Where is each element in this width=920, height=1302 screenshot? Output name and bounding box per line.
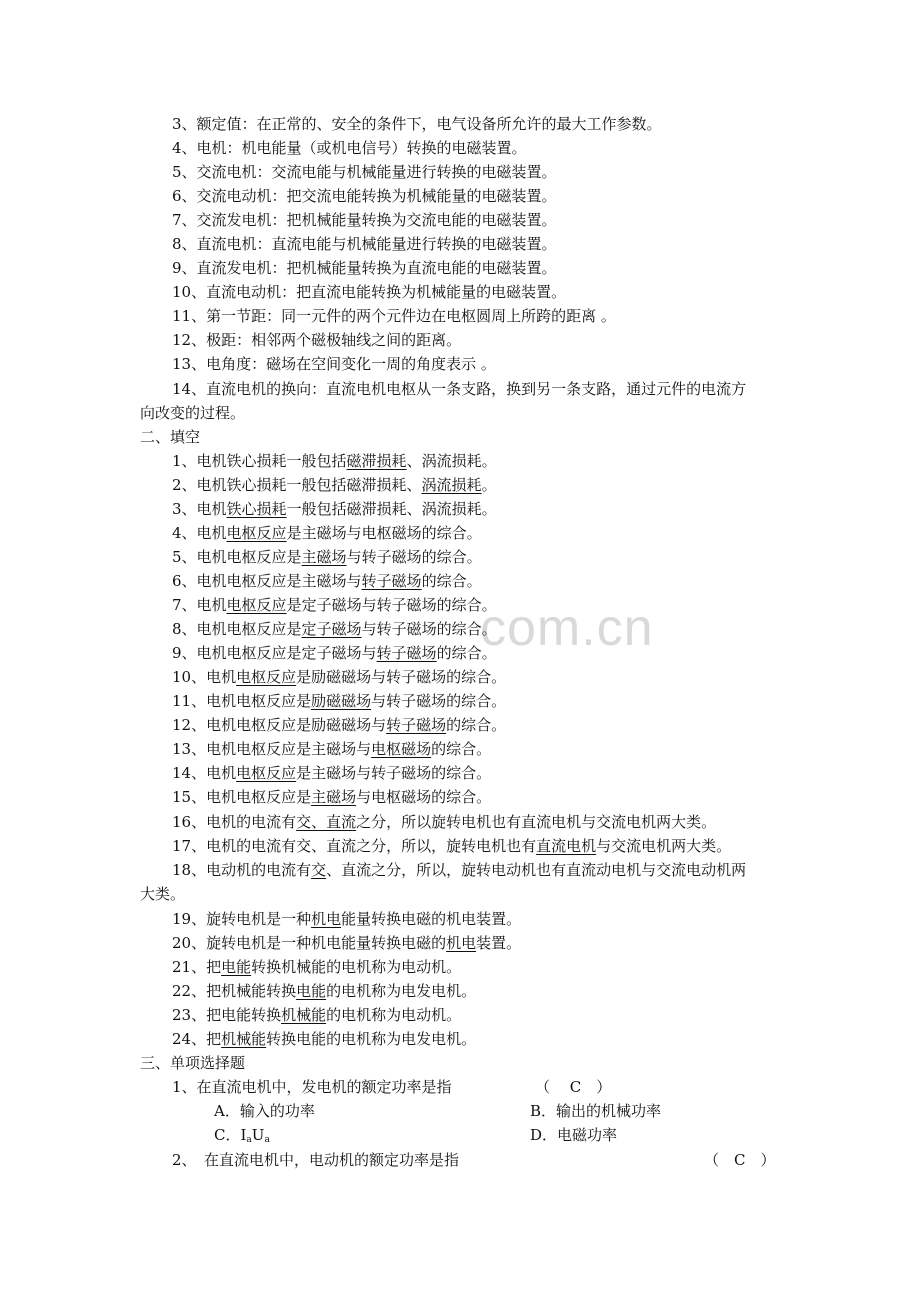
section-heading-choice: 三、单项选择题 [140, 1054, 246, 1072]
definition-item: 10、直流电动机：把直流电能转换为机械能量的电磁装置。 [172, 283, 567, 301]
question-1-stem: 1、在直流电机中，发电机的额定功率是指 [172, 1078, 452, 1096]
fill-answer: 转子磁场 [376, 644, 437, 662]
fill-item: 11、电机电枢反应是励磁磁场与转子磁场的综合。 [172, 692, 507, 710]
definition-item: 6、交流电动机：把交流电能转换为机械能量的电磁装置。 [172, 187, 557, 205]
fill-item-18-line1: 18、电动机的电流有交、直流之分，所以，旋转电动机也有直流动电机与交流电动机两 [172, 861, 747, 879]
fill-item: 2、电机铁心损耗一般包括磁滞损耗、涡流损耗。 [172, 476, 497, 494]
fill-answer: 电枢反应 [226, 596, 287, 614]
fill-item: 13、电机电枢反应是主磁场与电枢磁场的综合。 [172, 740, 492, 758]
fill-answer: 主磁场 [301, 548, 347, 566]
fill-item: 23、把电能转换机械能的电机称为电动机。 [172, 1006, 462, 1024]
definition-item: 8、直流电机：直流电能与机械能量进行转换的电磁装置。 [172, 235, 557, 253]
definition-item: 9、直流发电机：把机械能量转换为直流电能的电磁装置。 [172, 259, 557, 277]
fill-answer: 直流电机 [536, 837, 597, 855]
fill-item-18-line2: 大类。 [140, 885, 186, 903]
definition-item: 12、极距：相邻两个磁极轴线之间的距离。 [172, 331, 462, 349]
fill-answer: 交 [311, 861, 327, 879]
fill-item: 21、把电能转换机械能的电机称为电动机。 [172, 958, 462, 976]
definition-item: 3、额定值：在正常的、安全的条件下，电气设备所允许的最大工作参数。 [172, 115, 662, 133]
fill-item: 16、电机的电流有交、直流之分，所以旋转电机也有直流电机与交流电机两大类。 [172, 813, 717, 831]
definition-item: 5、交流电机：交流电能与机械能量进行转换的电磁装置。 [172, 163, 557, 181]
fill-answer: 转子磁场 [361, 572, 422, 590]
fill-item: 22、把机械能转换电能的电机称为电发电机。 [172, 982, 477, 1000]
fill-item: 10、电机电枢反应是励磁磁场与转子磁场的综合。 [172, 668, 507, 686]
fill-item: 1、电机铁心损耗一般包括磁滞损耗、涡流损耗。 [172, 452, 497, 470]
fill-item: 5、电机电枢反应是主磁场与转子磁场的综合。 [172, 548, 482, 566]
fill-item: 20、旋转电机是一种机电能量转换电磁的机电装置。 [172, 934, 522, 952]
fill-answer: 转子磁场 [386, 716, 447, 734]
fill-item: 17、电机的电流有交、直流之分，所以，旋转电机也有直流电机与交流电机两大类。 [172, 837, 732, 855]
fill-item: 4、电机电枢反应是主磁场与电枢磁场的综合。 [172, 524, 482, 542]
fill-item: 19、旋转电机是一种机电能量转换电磁的机电装置。 [172, 910, 522, 928]
fill-answer: 定子磁场 [301, 620, 362, 638]
definition-item: 4、电机：机电能量（或机电信号）转换的电磁装置。 [172, 139, 527, 157]
fill-item: 9、电机电枢反应是定子磁场与转子磁场的综合。 [172, 644, 497, 662]
fill-item: 6、电机电枢反应是主磁场与转子磁场的综合。 [172, 572, 482, 590]
fill-answer: 电枢反应 [236, 668, 297, 686]
fill-item: 24、把机械能转换电能的电机称为电发电机。 [172, 1030, 477, 1048]
fill-answer: 交、直流 [296, 813, 357, 831]
fill-item: 3、电机铁心损耗一般包括磁滞损耗、涡流损耗。 [172, 500, 497, 518]
fill-answer: 电枢磁场 [371, 740, 432, 758]
option-c: C．$I_aU_a$ [214, 1126, 270, 1145]
fill-answer: 励磁磁场 [311, 692, 372, 710]
question-2-stem: 2、 在直流电机中，电动机的额定功率是指 [172, 1151, 460, 1169]
fill-answer: 机械能 [281, 1006, 327, 1024]
fill-answer: 机电 [311, 910, 342, 928]
question-1-answer: （ C ） [535, 1078, 612, 1096]
definition-item-14-line1: 14、直流电机的换向：直流电机电枢从一条支路，换到另一条支路，通过元件的电流方 [172, 380, 747, 398]
fill-answer: 铁心损耗 [226, 500, 287, 518]
question-2-answer: （ C ） [704, 1151, 776, 1169]
fill-item: 7、电机电枢反应是定子磁场与转子磁场的综合。 [172, 596, 497, 614]
fill-answer: 主磁场 [311, 788, 357, 806]
option-d: D．电磁功率 [530, 1126, 618, 1144]
definition-item: 11、第一节距：同一元件的两个元件边在电枢圆周上所跨的距离 。 [172, 307, 616, 325]
fill-item: 14、电机电枢反应是主磁场与转子磁场的综合。 [172, 764, 492, 782]
option-b: B．输出的机械功率 [530, 1102, 662, 1120]
fill-answer: 涡流损耗 [421, 476, 482, 494]
fill-answer: 机电 [446, 934, 477, 952]
definition-item-14-line2: 向改变的过程。 [140, 404, 246, 422]
fill-answer: 电枢反应 [236, 764, 297, 782]
fill-item: 12、电机电枢反应是励磁磁场与转子磁场的综合。 [172, 716, 507, 734]
watermark: com.cn [480, 599, 654, 657]
fill-answer: 电枢反应 [226, 524, 287, 542]
fill-answer: 机械能 [221, 1030, 267, 1048]
fill-item: 8、电机电枢反应是定子磁场与转子磁场的综合。 [172, 620, 497, 638]
fill-answer: 磁滞损耗 [346, 452, 407, 470]
option-a: A．输入的功率 [214, 1102, 315, 1120]
fill-answer: 电能 [221, 958, 252, 976]
fill-answer: 电能 [296, 982, 327, 1000]
definition-item: 13、电角度：磁场在空间变化一周的角度表示 。 [172, 355, 496, 373]
fill-item: 15、电机电枢反应是主磁场与电枢磁场的综合。 [172, 788, 492, 806]
definition-item: 7、交流发电机：把机械能量转换为交流电能的电磁装置。 [172, 211, 557, 229]
section-heading-fill: 二、填空 [140, 428, 201, 446]
